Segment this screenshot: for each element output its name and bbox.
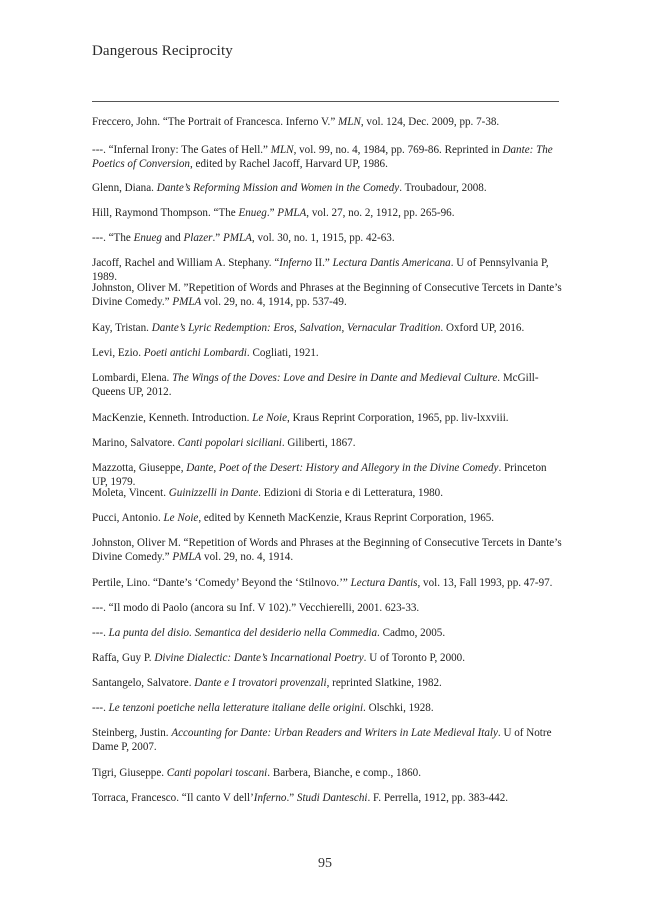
reference-text: , vol. 99, no. 4, 1984, pp. 769-86. Reprinted in: [293, 144, 503, 156]
reference-entry: [92, 792, 562, 806]
reference-title-italic: Enueg: [133, 232, 162, 244]
reference-title-italic: Poeti antichi Lombardi: [143, 347, 247, 359]
reference-text: .”: [286, 792, 297, 804]
reference-text: . U of Notre Dame P, 2007.: [92, 727, 552, 753]
reference-title-italic: Accounting for Dante: Urban Readers and Writers in Late Medieval Italy: [171, 727, 498, 739]
reference-entry: [92, 512, 562, 526]
reference-text: II.”: [311, 257, 333, 269]
reference-text: . U of Pennsylvania P, 1989.: [92, 257, 549, 283]
reference-title-italic: Le tenzoni poetiche nella letterature italiane delle origini: [108, 702, 364, 714]
reference-entry: [92, 182, 562, 196]
reference-text: Levi, Ezio.: [92, 347, 144, 359]
reference-text: .”: [212, 232, 223, 244]
reference-title-italic: MLN: [270, 144, 294, 156]
reference-text: ---. “The: [92, 232, 134, 244]
reference-text: , vol. 124, Dec. 2009, pp. 7-38.: [360, 116, 500, 128]
reference-title-italic: Dante: The Poetics of Conversion: [92, 144, 553, 170]
reference-text: Steinberg, Justin.: [92, 727, 172, 739]
reference-entry: [92, 602, 562, 616]
reference-title-italic: Le Noie: [252, 412, 288, 424]
reference-title-italic: Guinizzelli in Dante: [168, 487, 259, 499]
reference-title-italic: Lectura Dantis Americana: [332, 257, 451, 269]
reference-title-italic: Plazer: [183, 232, 213, 244]
reference-entry: [92, 347, 562, 361]
reference-title-italic: Inferno: [279, 257, 312, 269]
reference-entry: [92, 577, 562, 591]
reference-text: . Princeton UP, 1979.: [92, 462, 547, 488]
reference-title-italic: Canti popolari toscani: [166, 767, 268, 779]
reference-title-italic: La punta del disio. Semantica del desiderio nella Commedia: [108, 627, 378, 639]
reference-entry: [92, 322, 562, 336]
page-number: 95: [318, 856, 332, 871]
reference-text: , Kraus Reprint Corporation, 1965, pp. liv-lxxviii.: [287, 412, 509, 424]
reference-text: . Oxford UP, 2016.: [440, 322, 525, 334]
reference-entry: [92, 144, 562, 171]
reference-text: Raffa, Guy P.: [92, 652, 155, 664]
reference-text: , edited by Rachel Jacoff, Harvard UP, 1986.: [189, 157, 388, 170]
reference-entry: [92, 537, 562, 564]
reference-text: ---. “Il modo di Paolo (ancora su Inf. V 102).” Vecchierelli, 2001. 623-33.: [92, 602, 420, 614]
reference-text: . Edizioni di Storia e di Letteratura, 1980.: [258, 487, 444, 499]
reference-text: ---. “Infernal Irony: The Gates of Hell.”: [92, 144, 271, 156]
reference-entry: [92, 207, 562, 221]
reference-title-italic: MLN: [338, 116, 361, 128]
reference-title-italic: PMLA: [222, 232, 252, 244]
reference-text: . Barbera, Bianche, e comp., 1860.: [267, 767, 421, 779]
reference-text: ---.: [92, 702, 109, 714]
reference-entry: [92, 462, 562, 489]
reference-text: .”: [266, 207, 278, 219]
reference-text: . U of Toronto P, 2000.: [363, 652, 465, 664]
reference-entry: [92, 232, 562, 246]
reference-title-italic: Dante, Poet of the Desert: History and Allegory in the Divine Comedy: [186, 462, 499, 474]
reference-entry: [92, 282, 562, 309]
reference-text: Mazzotta, Giuseppe,: [92, 462, 187, 474]
reference-text: . Olschki, 1928.: [363, 702, 434, 714]
reference-text: Johnston, Oliver M. ”Repetition of Words and Phrases at the Beginning of Consecutive Tercets in Dante’s Divine Comedy.”: [92, 282, 562, 308]
reference-text: Glenn, Diana.: [92, 182, 157, 194]
reference-title-italic: Dante’s Lyric Redemption: Eros, Salvation, Vernacular Tradition: [151, 322, 441, 334]
reference-text: vol. 29, no. 4, 1914.: [201, 550, 294, 563]
reference-entry: [92, 437, 562, 451]
reference-title-italic: Dante’s Reforming Mission and Women in the Comedy: [156, 182, 400, 194]
reference-text: MacKenzie, Kenneth. Introduction.: [92, 412, 253, 424]
reference-entry: [92, 257, 562, 284]
reference-title-italic: The Wings of the Doves: Love and Desire in Dante and Medieval Culture: [172, 372, 498, 384]
reference-text: Santangelo, Salvatore.: [92, 677, 195, 689]
reference-title-italic: PMLA: [277, 207, 307, 219]
reference-text: , vol. 27, no. 2, 1912, pp. 265-96.: [306, 207, 455, 219]
reference-text: Johnston, Oliver M. “Repetition of Words and Phrases at the Beginning of Consecutive Tercets in Dante’s Divine Comedy.”: [92, 537, 562, 563]
reference-text: , vol. 30, no. 1, 1915, pp. 42-63.: [251, 232, 395, 244]
reference-text: Freccero, John. “The Portrait of Francesca. Inferno V.”: [92, 116, 339, 128]
reference-text: Jacoff, Rachel and William A. Stephany. “: [92, 257, 280, 269]
reference-title-italic: Studi Danteschi: [296, 792, 368, 804]
reference-text: and: [161, 232, 184, 244]
reference-text: Lombardi, Elena.: [92, 372, 173, 384]
reference-title-italic: Lectura Dantis: [350, 577, 418, 589]
reference-text: vol. 29, no. 4, 1914, pp. 537-49.: [201, 295, 347, 308]
reference-entry: [92, 677, 562, 691]
reference-text: ---.: [92, 627, 109, 639]
reference-text: , edited by Kenneth MacKenzie, Kraus Reprint Corporation, 1965.: [198, 512, 495, 524]
reference-title-italic: Inferno: [253, 792, 287, 804]
reference-text: , vol. 13, Fall 1993, pp. 47-97.: [417, 577, 553, 589]
header-rule: [92, 101, 559, 102]
reference-text: Marino, Salvatore.: [92, 437, 178, 449]
reference-text: , reprinted Slatkine, 1982.: [326, 677, 442, 689]
reference-text: . Cadmo, 2005.: [377, 627, 446, 639]
reference-entry: [92, 372, 562, 399]
reference-entry: [92, 727, 562, 754]
running-header: Dangerous Reciprocity: [92, 43, 233, 59]
reference-title-italic: Divine Dialectic: Dante’s Incarnational Poetry: [154, 652, 364, 664]
reference-text: Moleta, Vincent.: [92, 487, 169, 499]
reference-text: Pertile, Lino. “Dante’s ‘Comedy’ Beyond the ‘Stilnovo.’”: [92, 577, 351, 589]
reference-title-italic: Canti popolari siciliani: [177, 437, 282, 449]
reference-entry: [92, 702, 562, 716]
reference-text: Pucci, Antonio.: [92, 512, 164, 524]
reference-title-italic: Dante e I trovatori provenzali: [194, 677, 327, 689]
reference-entry: [92, 627, 562, 641]
reference-text: . F. Perrella, 1912, pp. 383-442.: [367, 792, 509, 804]
reference-text: . Giliberti, 1867.: [281, 437, 356, 449]
reference-entry: [92, 487, 562, 501]
reference-text: . McGill-Queens UP, 2012.: [92, 372, 539, 398]
reference-text: Kay, Tristan.: [92, 322, 152, 334]
reference-title-italic: Le Noie: [163, 512, 199, 524]
reference-title-italic: PMLA: [172, 295, 202, 308]
reference-entry: [92, 116, 562, 130]
reference-entry: [92, 412, 562, 426]
reference-entry: [92, 652, 562, 666]
reference-entry: [92, 767, 562, 781]
reference-title-italic: PMLA: [172, 550, 202, 563]
reference-text: Hill, Raymond Thompson. “The: [92, 207, 239, 219]
reference-title-italic: Enueg: [238, 207, 267, 219]
reference-text: Torraca, Francesco. “Il canto V dell’: [92, 792, 254, 804]
reference-text: . Troubadour, 2008.: [399, 182, 487, 194]
reference-text: Tigri, Giuseppe.: [92, 767, 167, 779]
reference-text: . Cogliati, 1921.: [246, 347, 319, 359]
